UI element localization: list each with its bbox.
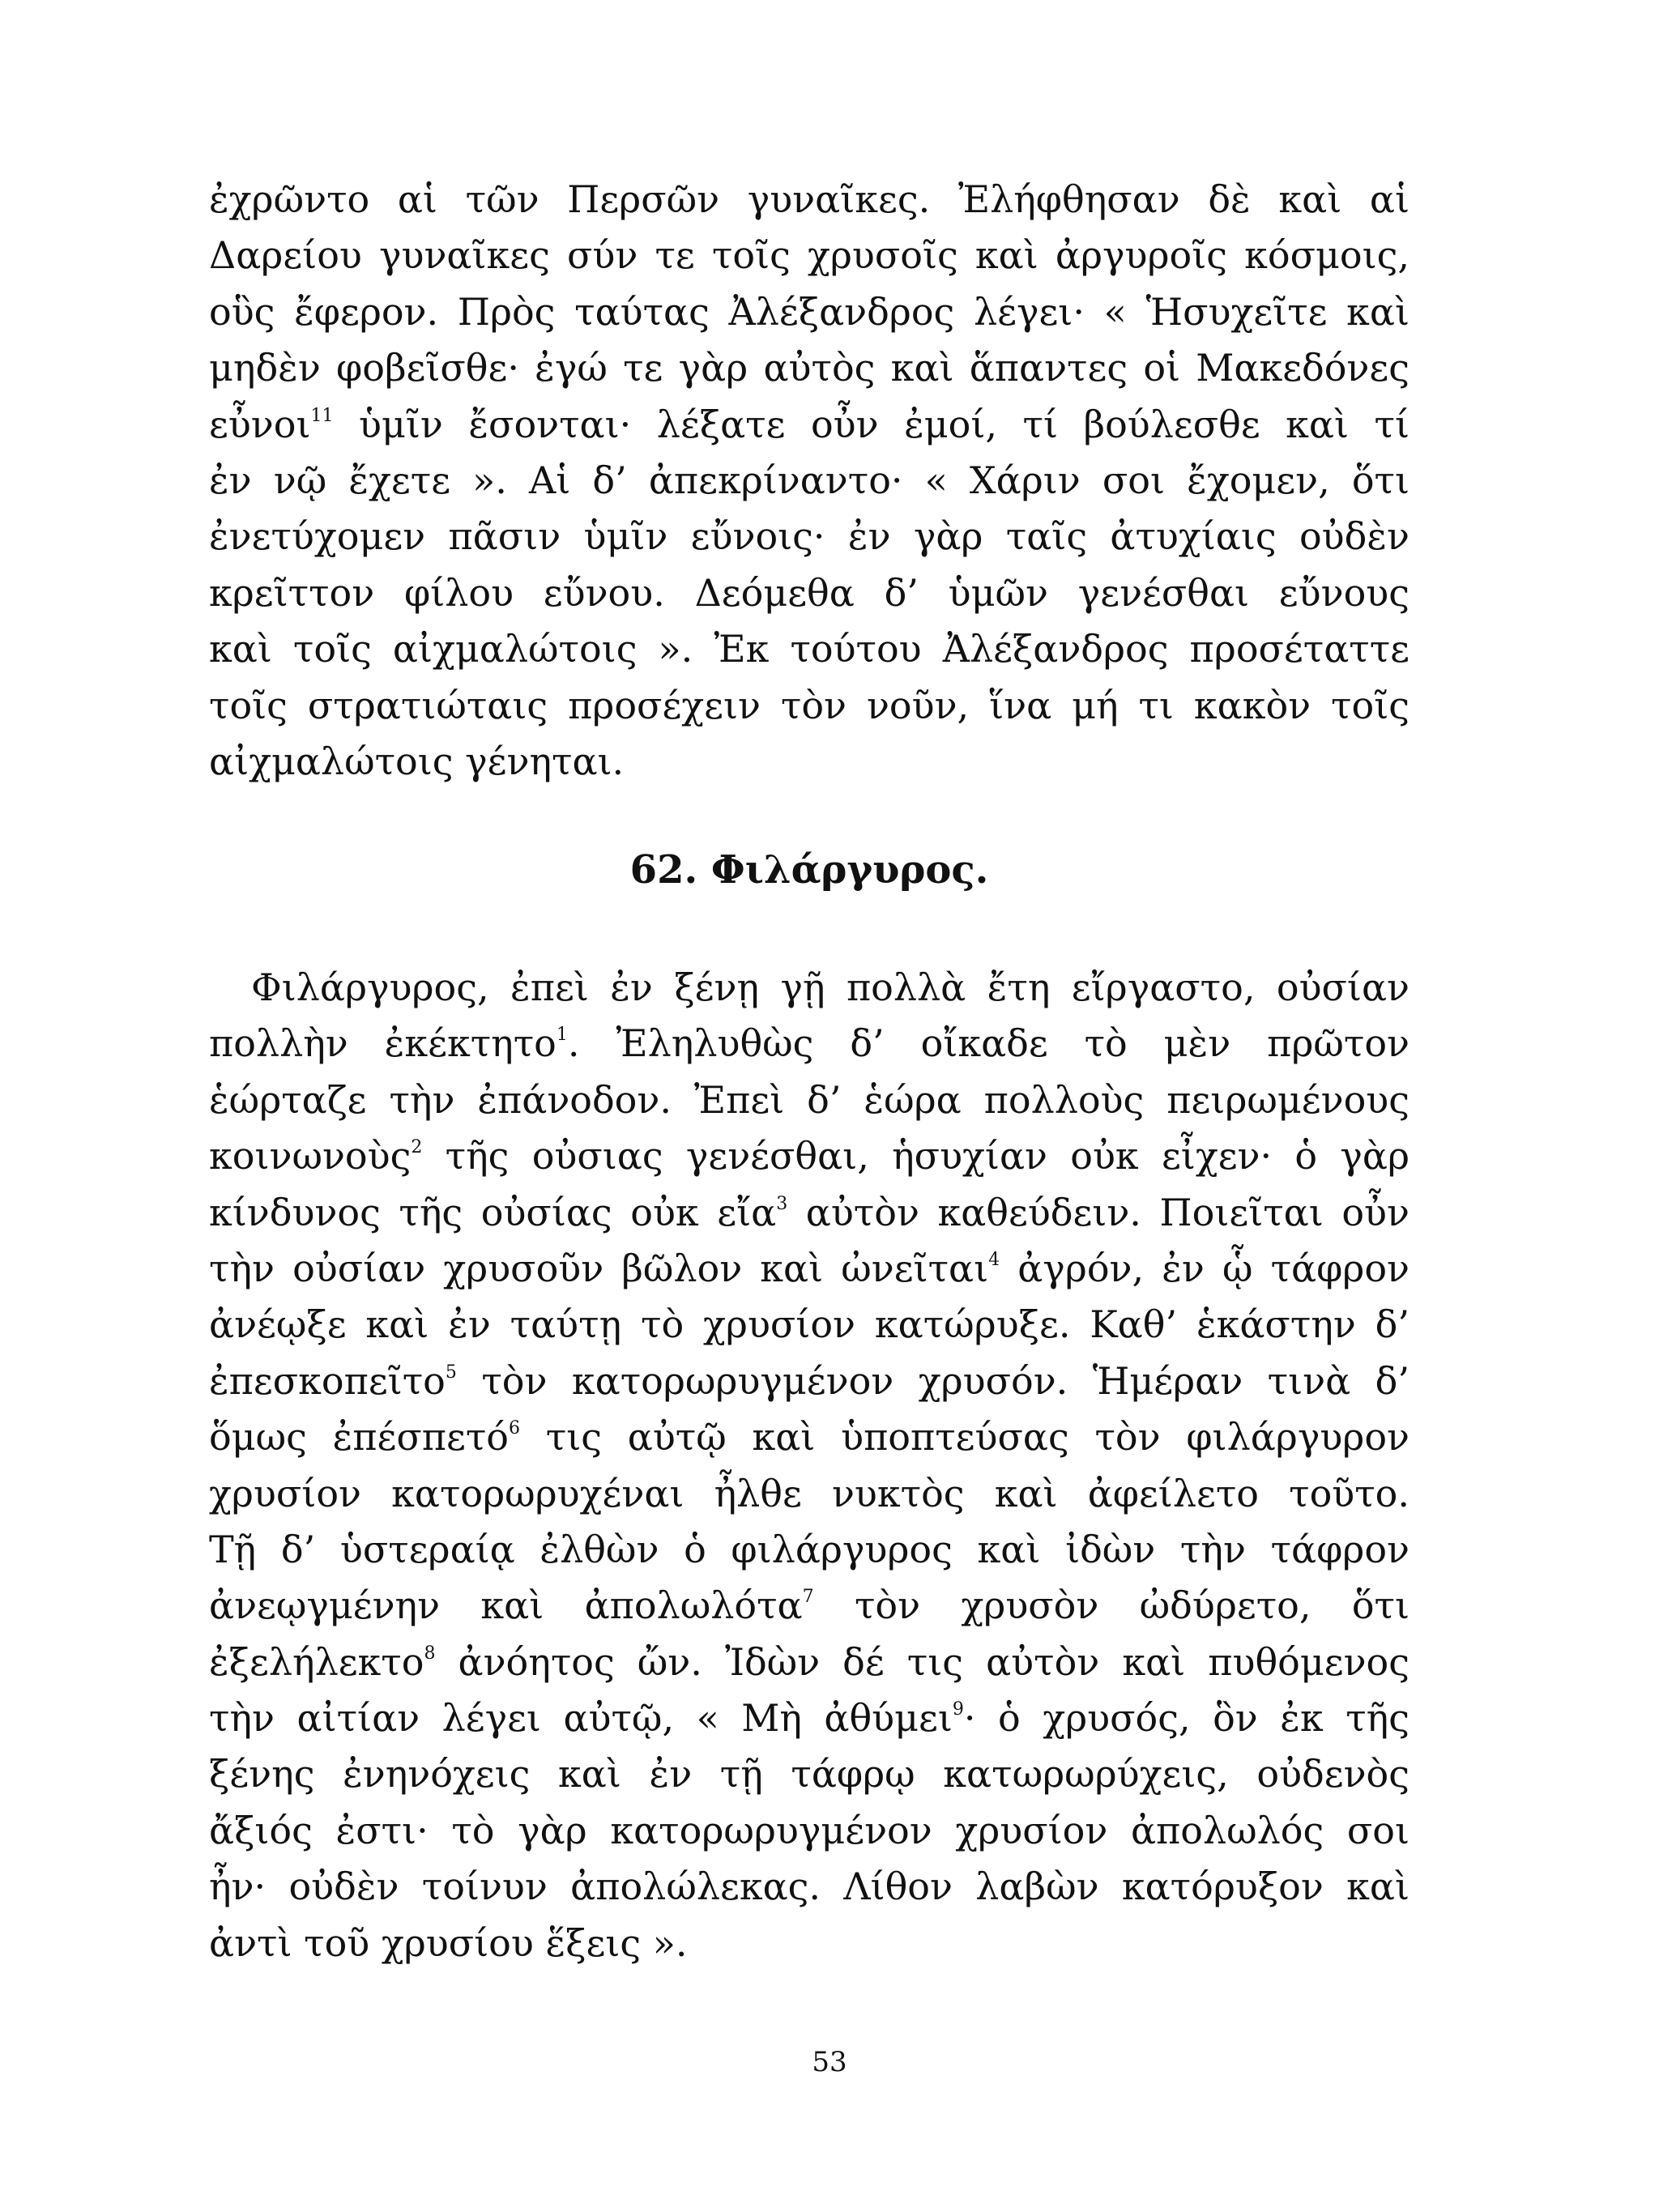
line-text-rest: τῆς οὐσιας γενέσθαι, ἡσυχίαν οὐκ εἶχεν· ὁ γὰρ xyxy=(422,1134,1410,1178)
text-line xyxy=(209,284,1410,340)
line-text: χρυσίον κατορωρυχέναι ἦλθε νυκτὸς καὶ ἀφείλετο τοῦτο. xyxy=(209,1471,1410,1515)
line-text-rest: ὑμῖν ἔσονται· λέξατε οὖν ἐμοί, τί βούλεσθε καὶ τί xyxy=(333,402,1410,446)
top-passage xyxy=(209,172,1410,790)
line-text-rest: τὸν κατορωρυγμένον χρυσόν. Ἡμέραν τινὰ δ’ xyxy=(456,1358,1410,1403)
line-text: τὴν αἰτίαν λέγει αὐτῷ, « Μὴ ἀθύμει xyxy=(209,1696,953,1741)
line-text: ἄξιός ἐστι· τὸ γὰρ κατορωρυγμένον χρυσίον ἀπολωλός σοι xyxy=(209,1808,1410,1852)
text-line xyxy=(209,1409,1410,1465)
line-text-rest: . Ἐληλυθὼς δ’ οἴκαδε τὸ μὲν πρῶτον xyxy=(567,1021,1410,1066)
line-text: τοῖς στρατιώταις προσέχειν τὸν νοῦν, ἵνα μή τι κακὸν τοῖς xyxy=(209,683,1410,727)
text-line xyxy=(209,172,1410,228)
story-passage xyxy=(209,960,1410,1971)
line-text: ἐν νῷ ἔχετε ». Αἱ δ’ ἀπεκρίναντο· « Χάριν σοι ἔχομεν, ὅτι xyxy=(209,458,1410,502)
text-line xyxy=(209,621,1410,677)
text-line xyxy=(209,1690,1410,1746)
line-text: ἐπεσκοπεῖτο xyxy=(209,1358,446,1403)
line-text: εὖνοι xyxy=(209,402,311,446)
text-line xyxy=(209,1578,1410,1634)
line-text-rest: τις αὐτῷ καὶ ὑποπτεύσας τὸν φιλάργυρον xyxy=(519,1415,1410,1460)
footnote-marker: 8 xyxy=(424,1643,436,1664)
footnote-marker: 6 xyxy=(508,1418,520,1439)
footnote-marker: 11 xyxy=(310,405,334,426)
line-text: ἀνέῳξε καὶ ἐν ταύτῃ τὸ χρυσίον κατώρυξε. Καθ’ ἑκάστην δ’ xyxy=(209,1302,1410,1347)
line-text: ἦν· οὐδὲν τοίνυν ἀπολώλεκας. Λίθον λαβὼν κατόρυξον καὶ xyxy=(209,1865,1410,1909)
line-text: καὶ τοῖς αἰχμαλώτοις ». Ἐκ τούτου Ἀλέξανδρος προσέταττε xyxy=(209,627,1410,671)
text-line xyxy=(209,565,1410,621)
line-text: ἀντὶ τοῦ χρυσίου ἕξεις ». xyxy=(209,1920,688,1965)
line-text: ὅμως ἐπέσπετό xyxy=(209,1415,509,1460)
footnote-marker: 1 xyxy=(556,1025,568,1046)
line-text: ἐχρῶντο αἱ τῶν Περσῶν γυναῖκες. Ἐλήφθησαν δὲ καὶ αἱ xyxy=(209,177,1410,221)
text-line xyxy=(209,1185,1410,1241)
text-line xyxy=(209,1803,1410,1859)
text-line xyxy=(209,960,1410,1016)
footnote-marker: 2 xyxy=(411,1137,423,1158)
footnote-marker: 7 xyxy=(802,1587,814,1608)
line-text: ἀνεῳγμένην καὶ ἀπολωλότα xyxy=(209,1583,803,1628)
text-line xyxy=(209,1128,1410,1184)
footnote-marker: 4 xyxy=(988,1249,1000,1270)
text-line xyxy=(209,340,1410,396)
line-text-rest: ἀγρόν, ἐν ᾧ τάφρον xyxy=(1000,1246,1410,1290)
line-text: ξένης ἐνηνόχεις καὶ ἐν τῇ τάφρῳ κατωρωρύχεις, οὐδενὸς xyxy=(209,1752,1410,1796)
page-number: 53 xyxy=(812,2046,847,2078)
line-text: κοινωνοὺς xyxy=(209,1134,412,1178)
footnote-marker: 5 xyxy=(445,1362,457,1383)
text-line xyxy=(209,509,1410,565)
line-text-rest: τὸν χρυσὸν ὠδύρετο, ὅτι xyxy=(813,1583,1410,1628)
line-text: ἐξελήλεκτο xyxy=(209,1639,424,1684)
text-line xyxy=(209,1297,1410,1353)
text-line xyxy=(209,1466,1410,1522)
line-text: ἑώρταζε τὴν ἐπάνοδον. Ἐπεὶ δ’ ἑώρα πολλοὺς πειρωμένους xyxy=(209,1077,1410,1122)
line-text-rest: ἀνόητος ὤν. Ἰδὼν δέ τις αὐτὸν καὶ πυθόμενος xyxy=(435,1639,1410,1684)
text-line xyxy=(209,678,1410,734)
text-line xyxy=(209,1634,1410,1690)
footnote-marker: 3 xyxy=(776,1193,788,1214)
line-text: μηδὲν φοβεῖσθε· ἐγώ τε γὰρ αὐτὸς καὶ ἅπαντες οἱ Μακεδόνες xyxy=(209,346,1410,390)
line-text-rest: αὐτὸν καθεύδειν. Ποιεῖται οὖν xyxy=(787,1190,1410,1234)
text-line xyxy=(209,1746,1410,1802)
line-text-rest: · ὁ χρυσός, ὃν ἐκ τῆς xyxy=(963,1696,1410,1741)
text-line xyxy=(209,1353,1410,1409)
text-line xyxy=(209,1522,1410,1578)
line-text: οὓς ἔφερον. Πρὸς ταύτας Ἀλέξανδρος λέγει· « Ἡσυχεῖτε καὶ xyxy=(209,289,1410,334)
line-text: αἰχμαλώτοις γένηται. xyxy=(209,739,625,783)
text-line xyxy=(209,1016,1410,1072)
text-line xyxy=(209,453,1410,509)
text-line xyxy=(209,734,1410,790)
text-line xyxy=(209,1072,1410,1128)
line-text: Δαρείου γυναῖκες σύν τε τοῖς χρυσοῖς καὶ ἀργυροῖς κόσμοις, xyxy=(209,233,1410,278)
line-text: πολλὴν ἐκέκτητο xyxy=(209,1021,557,1066)
footnote-marker: 9 xyxy=(952,1699,964,1720)
line-text: Φιλάργυρος, ἐπεὶ ἐν ξένῃ γῇ πολλὰ ἔτη εἴργαστο, οὐσίαν xyxy=(251,965,1410,1009)
text-line xyxy=(209,1859,1410,1915)
text-line xyxy=(209,397,1410,453)
text-line xyxy=(209,228,1410,283)
line-text: κίνδυνος τῆς οὐσίας οὐκ εἴα xyxy=(209,1190,777,1234)
section-heading: 62. Φιλάργυρος. xyxy=(629,847,989,893)
line-text: τὴν οὐσίαν χρυσοῦν βῶλον καὶ ὠνεῖται xyxy=(209,1246,989,1290)
text-line xyxy=(209,1241,1410,1297)
line-text: κρεῖττον φίλου εὔνου. Δεόμεθα δ’ ὑμῶν γενέσθαι εὔνους xyxy=(209,570,1410,615)
text-line xyxy=(209,1916,1410,1971)
line-text: Τῇ δ’ ὑστεραίᾳ ἐλθὼν ὁ φιλάργυρος καὶ ἰδὼν τὴν τάφρον xyxy=(209,1527,1410,1571)
line-text: ἐνετύχομεν πᾶσιν ὑμῖν εὔνοις· ἐν γὰρ ταῖς ἀτυχίαις οὐδὲν xyxy=(209,514,1410,559)
